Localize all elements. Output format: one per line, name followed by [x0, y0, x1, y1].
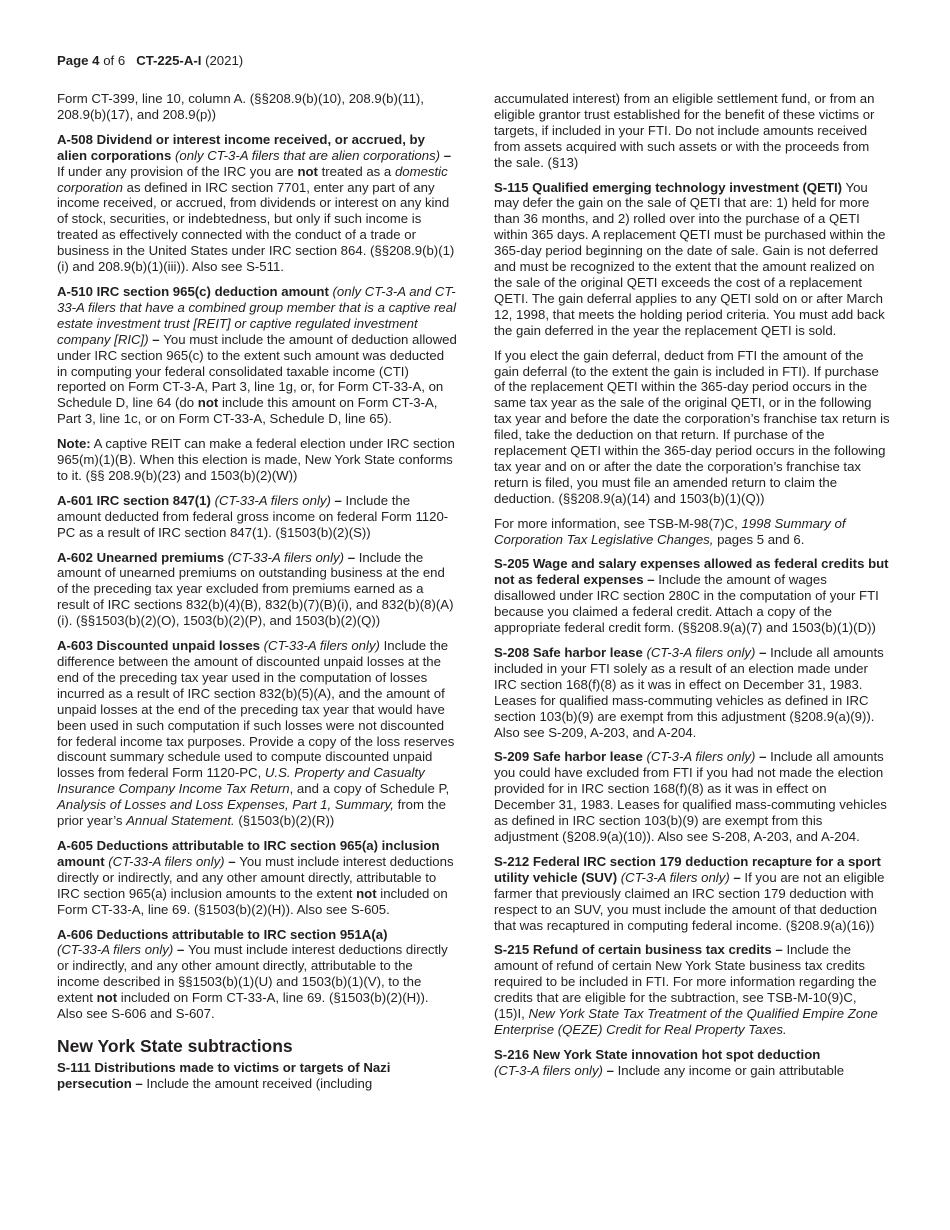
entry-text: included on Form CT-33-A, line 69. (§1503(b)(2)(H)). Also see S-605.: [57, 885, 448, 917]
entry-heading: S-216 New York State innovation hot spot deduction: [494, 1046, 821, 1062]
entry-s205: [494, 556, 890, 636]
entry-emphasis: not: [356, 885, 377, 901]
entry-dash: –: [729, 869, 745, 885]
entry-s208: [494, 645, 890, 740]
entry-emphasis: not: [197, 395, 219, 411]
entry-heading: A-605 Deductions attributable to IRC section 965(a) inclusion amount: [57, 837, 440, 869]
note: [57, 436, 457, 484]
entry-text: You may defer the gain on the sale of QETI that are: 1) held for more than 36 months, and 2) rolled over into the purchase of a QETI within 365 days. A replacement QETI must be purchased within the 365-day period beginning on the date of sale. Gain is not deferred and must be recognized to the extent that the amount realized on the sale of the original QETI exceeds the cost of a replacement QETI. The gain deferral applies to any QETI sold on or after March 12, 1998, that meets the holding period criteria. You must add back the gain deferred in the year the replacement QETI is sold.: [494, 179, 886, 338]
entry-heading: A-510 IRC section 965(c) deduction amount: [57, 283, 329, 299]
entry-heading: A-606 Deductions attributable to IRC section 951A(a): [57, 926, 388, 942]
entry-dash: –: [148, 331, 164, 347]
entry-a601: [57, 493, 457, 541]
entry-text: You must include interest deductions directly or indirectly, and any other amount directly, attributable to IRC section 965(a) inclusion amounts to the extent: [57, 853, 454, 901]
entry-heading: A-602 Unearned premiums: [57, 549, 225, 565]
entry-dash: –: [173, 942, 188, 958]
paragraph-text: accumulated interest) from an eligible settlement fund, or from an eligible grantor trust established for the benefit of these victims or targets, if included in your FTI. Do not include amounts received from assets acquired with such assets or with the proceeds from the sale. (§13): [494, 91, 875, 170]
entry-dash: –: [602, 1062, 618, 1078]
entry-text: as defined in IRC section 7701, enter any part of any income received, or accrued, from dividends or interest on any kind of stock, securities, or indebtedness, but only if such income is treated as effectively connected with the conduct of a trade or business in the United States under IRC section 864. (§§208.9(b)(1)(i) and 208.9(b)(1)(iii)). Also see S-511.: [57, 179, 455, 275]
entry-emphasis: not: [297, 163, 318, 179]
entry-text: Include the amount of unearned premiums on outstanding business at the end of the preceding tax year excluded from premiums earned as a result of IRC sections 832(b)(4)(B), 832(b)(7)(B)(i), and 832(b)(8)(A)(i). (§§1503(b)(2)(O), 1503(b)(2)(P), and 1503(b)(2)(Q)): [57, 549, 454, 629]
entry-heading: A-508 Dividend or interest income received, or accrued, by alien corporations: [57, 131, 425, 163]
entry-dash: –: [344, 549, 359, 565]
entry-qualifier: (CT-33-A filers only): [224, 549, 345, 565]
entry-italic: Annual Statement.: [126, 813, 235, 829]
entry-a603: [57, 638, 457, 829]
entry-text: from the prior year’s: [57, 797, 446, 829]
entry-s216: [494, 1047, 890, 1079]
right-column: [494, 91, 890, 1088]
entry-dash: –: [771, 942, 787, 958]
entry-a510: [57, 284, 457, 427]
entry-dash: –: [643, 572, 659, 588]
page-header: [57, 53, 243, 68]
entry-heading: S-212 Federal IRC section 179 deduction recapture for a sport utility vehicle (SUV): [494, 853, 881, 885]
entry-s111: [57, 1060, 457, 1092]
entry-text: If you elect the gain deferral, deduct from FTI the amount of the gain deferral (to the extent the gain is included in FTI). If purchase of the replacement QETI within the 365-day period occurs in the same tax year as the sale of the original QETI, or in the following tax year and before the date the corporation’s franchise tax return is filed, take the deduction on that return. If purchase of the replacement QETI within the 365-day period occurs in the following tax year and on or after the date the corporation’s franchise tax return is filed, you must file an amended return to claim the deduction. (§§208.9(a)(14) and 1503(b)(1)(Q)): [494, 347, 890, 506]
entry-italic: U.S. Property and Casualty Insurance Company Income Tax Return: [57, 765, 425, 797]
entry-s212: [494, 854, 890, 934]
entry-dash: –: [755, 645, 771, 660]
note-label: Note:: [57, 436, 91, 452]
entry-text: If under any provision of the IRC you are: [57, 163, 298, 179]
entry-heading: S-209 Safe harbor lease: [494, 749, 643, 765]
entry-text: Include the amount of wages disallowed under IRC section 280C in the computation of your FTI because you claimed a federal credit. Attach a copy of the appropriate federal credit form. (§§208.9(a)(7) and 1503(b)(1)(D)): [494, 572, 879, 636]
paragraph-text: Form CT-399, line 10, column A. (§§208.9(b)(10), 208.9(b)(11), 208.9(b)(17), and 208.9(p)): [57, 91, 424, 122]
entry-s209: [494, 749, 890, 844]
entry-text: For more information, see TSB-M-98(7)C,: [494, 515, 742, 531]
page-of: of 6: [99, 53, 137, 68]
entry-a605: [57, 838, 457, 918]
entry-dash: –: [330, 492, 346, 508]
entry-dash: –: [755, 749, 771, 765]
page-number: Page 4: [57, 53, 100, 68]
entry-text: Include the amount received (including: [146, 1075, 373, 1091]
entry-italic: Analysis of Losses and Loss Expenses, Part 1, Summary,: [57, 797, 394, 813]
entry-qualifier: (CT-33-A filers only): [260, 638, 380, 654]
entry-s115-para2: [494, 348, 890, 507]
section-title: New York State subtractions: [57, 1035, 293, 1056]
entry-text: treated as a: [317, 163, 395, 179]
entry-text: Include the amount of refund of certain New York State business tax credits required to be included in FTI. For more information regarding the credits that are eligible for the subtraction, see TSB-M-10(9)C, (15)I,: [494, 942, 877, 1022]
entry-qualifier: (CT-3-A filers only): [642, 749, 756, 765]
entry-text: You must include interest deductions directly or indirectly, and any other amount directly, attributable to the income described in §§1503(b)(1)(U) and 1503(b)(1)(V), to the extent: [57, 942, 448, 1006]
entry-text: include this amount on Form CT-3-A, Part 3, line 1c, or on Form CT-33-A, Schedule D, line 65).: [57, 395, 438, 427]
left-column: [57, 91, 457, 1101]
entry-text: Include all amounts you could have excluded from FTI if you had not made the election provided for in IRC section 168(f)(8) as it was in effect on December 31, 1983. Leases for qualified mass-commuting vehicles as defined in IRC section 103(b)(9) are exempt from this adjustment (§208.9(a)(10)). Also see S-208, A-203, and A-204.: [494, 749, 887, 844]
entry-text: Include the difference between the amount of discounted unpaid losses at the end of the preceding tax year used in the computation of losses incurred as a result of IRC section 832(b)(5)(A), and the amount of unpaid losses at the end of the preceding tax year that would have been used in such computation if such losses were not discounted for federal income tax purposes. Provide a copy of the loss reserves discount summary schedule used to compute discounted unpaid losses from federal Form 1120-PC,: [57, 638, 455, 781]
entry-heading: S-208 Safe harbor lease: [494, 645, 643, 660]
entry-a508: [57, 132, 457, 275]
entry-text: (§1503(b)(2)(R)): [234, 813, 335, 829]
entry-text: Include any income or gain attributable: [617, 1062, 845, 1078]
entry-qualifier: (CT-33-A filers only): [210, 492, 331, 508]
entry-italic: New York State Tax Treatment of the Qualified Empire Zone Enterprise (QEZE) Credit for Real Property Taxes.: [494, 1006, 878, 1037]
entry-qualifier: (only CT-3-A and CT-33-A filers that have a combined group member that is a captive real estate investment trust [REIT] or captive regulated investment company [RIC]): [57, 283, 457, 347]
continued-paragraph: [57, 91, 457, 123]
continued-paragraph: [494, 91, 890, 171]
entry-a602: [57, 550, 457, 630]
entry-italic: 1998 Summary of Corporation Tax Legislative Changes,: [494, 515, 846, 547]
entry-qualifier: (CT-33-A filers only): [57, 942, 174, 958]
entry-qualifier: (CT-33-A filers only): [104, 853, 225, 869]
entry-qualifier: (CT-3-A filers only): [642, 645, 756, 660]
note-text: A captive REIT can make a federal election under IRC section 965(m)(1)(B). When this election is made, New York State conforms to it. (§§ 208.9(b)(23) and 1503(b)(2)(W)): [57, 436, 455, 483]
entry-dash: –: [440, 147, 452, 163]
entry-dash: –: [131, 1075, 147, 1091]
entry-emphasis: not: [96, 990, 118, 1006]
entry-heading: A-601 IRC section 847(1): [57, 492, 211, 508]
entry-heading: S-111 Distributions made to victims or targets of Nazi persecution: [57, 1059, 391, 1091]
entry-s115: [494, 180, 890, 339]
entry-italic: domestic corporation: [57, 163, 448, 195]
entry-text: If you are not an eligible farmer that previously claimed an IRC section 179 deduction with respect to an SUV, you must include the amount of that deduction that was recaptured in computing federal income. (§208.9(a)(16)): [494, 869, 885, 933]
entry-qualifier: (only CT-3-A filers that are alien corporations): [171, 147, 441, 163]
entry-heading: S-205 Wage and salary expenses allowed as federal credits but not as federal expenses: [494, 556, 889, 588]
entry-text: included on Form CT-33-A, line 69. (§1503(b)(2)(H)). Also see S-606 and S-607.: [57, 990, 429, 1022]
entry-heading: S-115 Qualified emerging technology investment (QETI): [494, 179, 843, 195]
entry-text: pages 5 and 6.: [713, 531, 805, 547]
form-year: (2021): [201, 53, 244, 68]
form-name: CT-225-A-I: [136, 53, 202, 68]
entry-heading: S-215 Refund of certain business tax credits: [494, 942, 772, 958]
entry-s115-para3: [494, 516, 890, 548]
entry-text: Include the amount deducted from federal gross income on federal Form 1120-PC as a result of IRC section 847(1). (§1503(b)(2)(S)): [57, 492, 449, 540]
entry-text: Include all amounts included in your FTI solely as a result of an election made under IRC section 168(f)(8) as it was in effect on December 31, 1983. Leases for qualified mass-commuting vehicles as defined in IRC section 103(b)(9) are exempt from this adjustment (§208.9(a)(9)). Also see S-209, A-203, and A-204.: [494, 645, 884, 740]
entry-a606: [57, 927, 457, 1022]
entry-heading: A-603 Discounted unpaid losses: [57, 638, 260, 654]
entry-text: , and a copy of Schedule P,: [289, 781, 450, 797]
entry-s215: [494, 942, 890, 1037]
entry-qualifier: (CT-3-A filers only): [617, 869, 730, 885]
entry-text: You must include the amount of deduction allowed under IRC section 965(c) to the extent such amount was deducted in computing your federal consolidated taxable income (CTI) reported on Form CT-3-A, Part 3, line 1g, or, for Form CT-33-A, on Schedule D, line 64 (do: [57, 331, 457, 411]
entry-qualifier: (CT-3-A filers only): [494, 1062, 603, 1078]
entry-dash: –: [224, 853, 240, 869]
